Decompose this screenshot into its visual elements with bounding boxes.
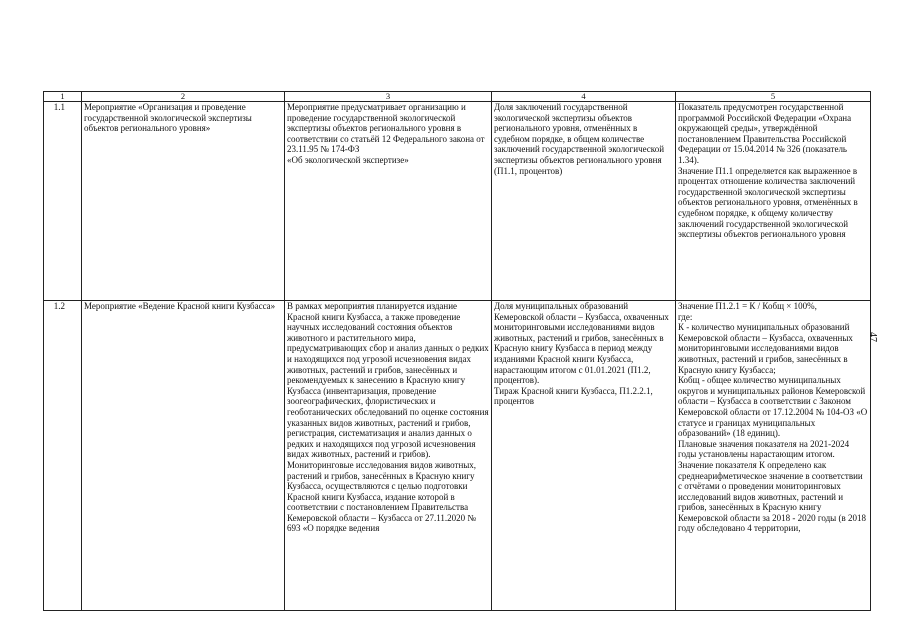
notes-text: Значение П1.2.1 = К / Кобщ × 100%, где: К - количество муниципальных образований Кемеровской области – Кузбасса, охваченных мониторинговыми исследованиями видов животных, растений и грибов, занесённых в Красную книгу Кузбасса; Кобщ - общее количество муниципальных округов и муниципальных районов Кемеровской области – Кузбасса в соответствии с Законом Кемеровской области от 17.12.2004 № 104-ОЗ «О статусе и границах муниципальных образований» (18 единиц). Плановые значения показателя на 2021-2024 годы установлены нарастающим итогом. Значение показателя К определено как среднеарифметическое значение в соответствии с отчётами о проведении мониторинговых исследований видов животных, растений и грибов, занесённых в Красную книгу Кемеровской области за 2018 - 2020 годы (в 2018 году обследовано 4 территории, xyxy=(678,301,868,534)
activity-description xyxy=(285,301,492,611)
notes-text: Показатель предусмотрен государственной программой Российской Федерации «Охрана окружающей среды», утверждённой постановлением Правительства Российской Федерации от 15.04.2014 № 326 (показатель 1.34). Значение П1.1 определяется как выраженное в процентах отношение количества заключений государственной экологической экспертизы объектов регионального уровня, отменённых в судебном порядке, к общему количеству заключений государственной экологической экспертизы объектов регионального уровня xyxy=(678,102,858,240)
indicator-name xyxy=(492,301,676,611)
description-text: В рамках мероприятия планируется издание Красной книги Кузбасса, а также проведение научных исследований состояния объектов животного и растительного мира, предусматривающих сбор и анализ данных о редких и находящихся под угрозой исчезновения видах животных, растений и грибов, занесённых и рекомендуемых к занесению в Красную книгу Кузбасса (инвентаризация, проведение зоогеографических, флористических и геоботанических обследований по оценке состояния указанных видов животных, растений и грибов, регистрация, систематизация и анализ данных о редких и находящихся под угрозой исчезновения видах животных, растений и грибов). Мониторинговые исследования видов животных, растений и грибов, занесённых в Красную книгу Кузбасса, осуществляются с целью подготовки Красной книги Кузбасса, издание которой в соответствии с постановлением Правительства Кемеровской области – Кузбасса от 27.11.2020 № 693 «О порядке ведения xyxy=(287,301,489,534)
description-text: Мероприятие предусматривает организацию и проведение государственной экологической экспертизы объектов регионального уровня в соответствии со статьёй 12 Федерального закона от 23.11.95 № 174-ФЗ «Об экологической экспертизе» xyxy=(287,102,485,165)
column-number-5: 5 xyxy=(676,92,871,102)
indicator-text: Доля муниципальных образований Кемеровской области – Кузбасса, охваченных мониторинговыми исследованиями видов животных, растений и грибов, занесённых в Красную книгу Кузбасса в период между изданиями Красной книги Кузбасса, нарастающим итогом с 01.01.2021 (П1.2, процентов). Тираж Красной книги Кузбасса, П1.2.2.1, процентов xyxy=(494,301,669,407)
page-number: 47 xyxy=(867,332,878,342)
activity-name xyxy=(82,301,285,611)
column-number-row xyxy=(44,92,871,102)
indicator-text: Доля заключений государственной экологической экспертизы объектов регионального уровня, отменённых в судебном порядке, в общем количестве заключений государственной экологической экспертизы объектов регионального уровня (П1.1, процентов) xyxy=(494,102,665,176)
row-number: 1.1 xyxy=(44,102,82,301)
activity-description xyxy=(285,102,492,301)
activity-text: Мероприятие «Организация и проведение государственной экологической экспертизы объектов регионального уровня» xyxy=(84,102,252,134)
table-row xyxy=(44,301,871,611)
activity-text: Мероприятие «Ведение Красной книги Кузбасса» xyxy=(84,301,276,311)
indicator-name xyxy=(492,102,676,301)
activity-name xyxy=(82,102,285,301)
indicator-notes xyxy=(676,102,871,301)
program-table xyxy=(43,91,871,611)
indicator-notes xyxy=(676,301,871,611)
column-number-1: 1 xyxy=(44,92,82,102)
row-number: 1.2 xyxy=(44,301,82,611)
column-number-4: 4 xyxy=(492,92,676,102)
column-number-2: 2 xyxy=(82,92,285,102)
table-row xyxy=(44,102,871,301)
column-number-3: 3 xyxy=(285,92,492,102)
